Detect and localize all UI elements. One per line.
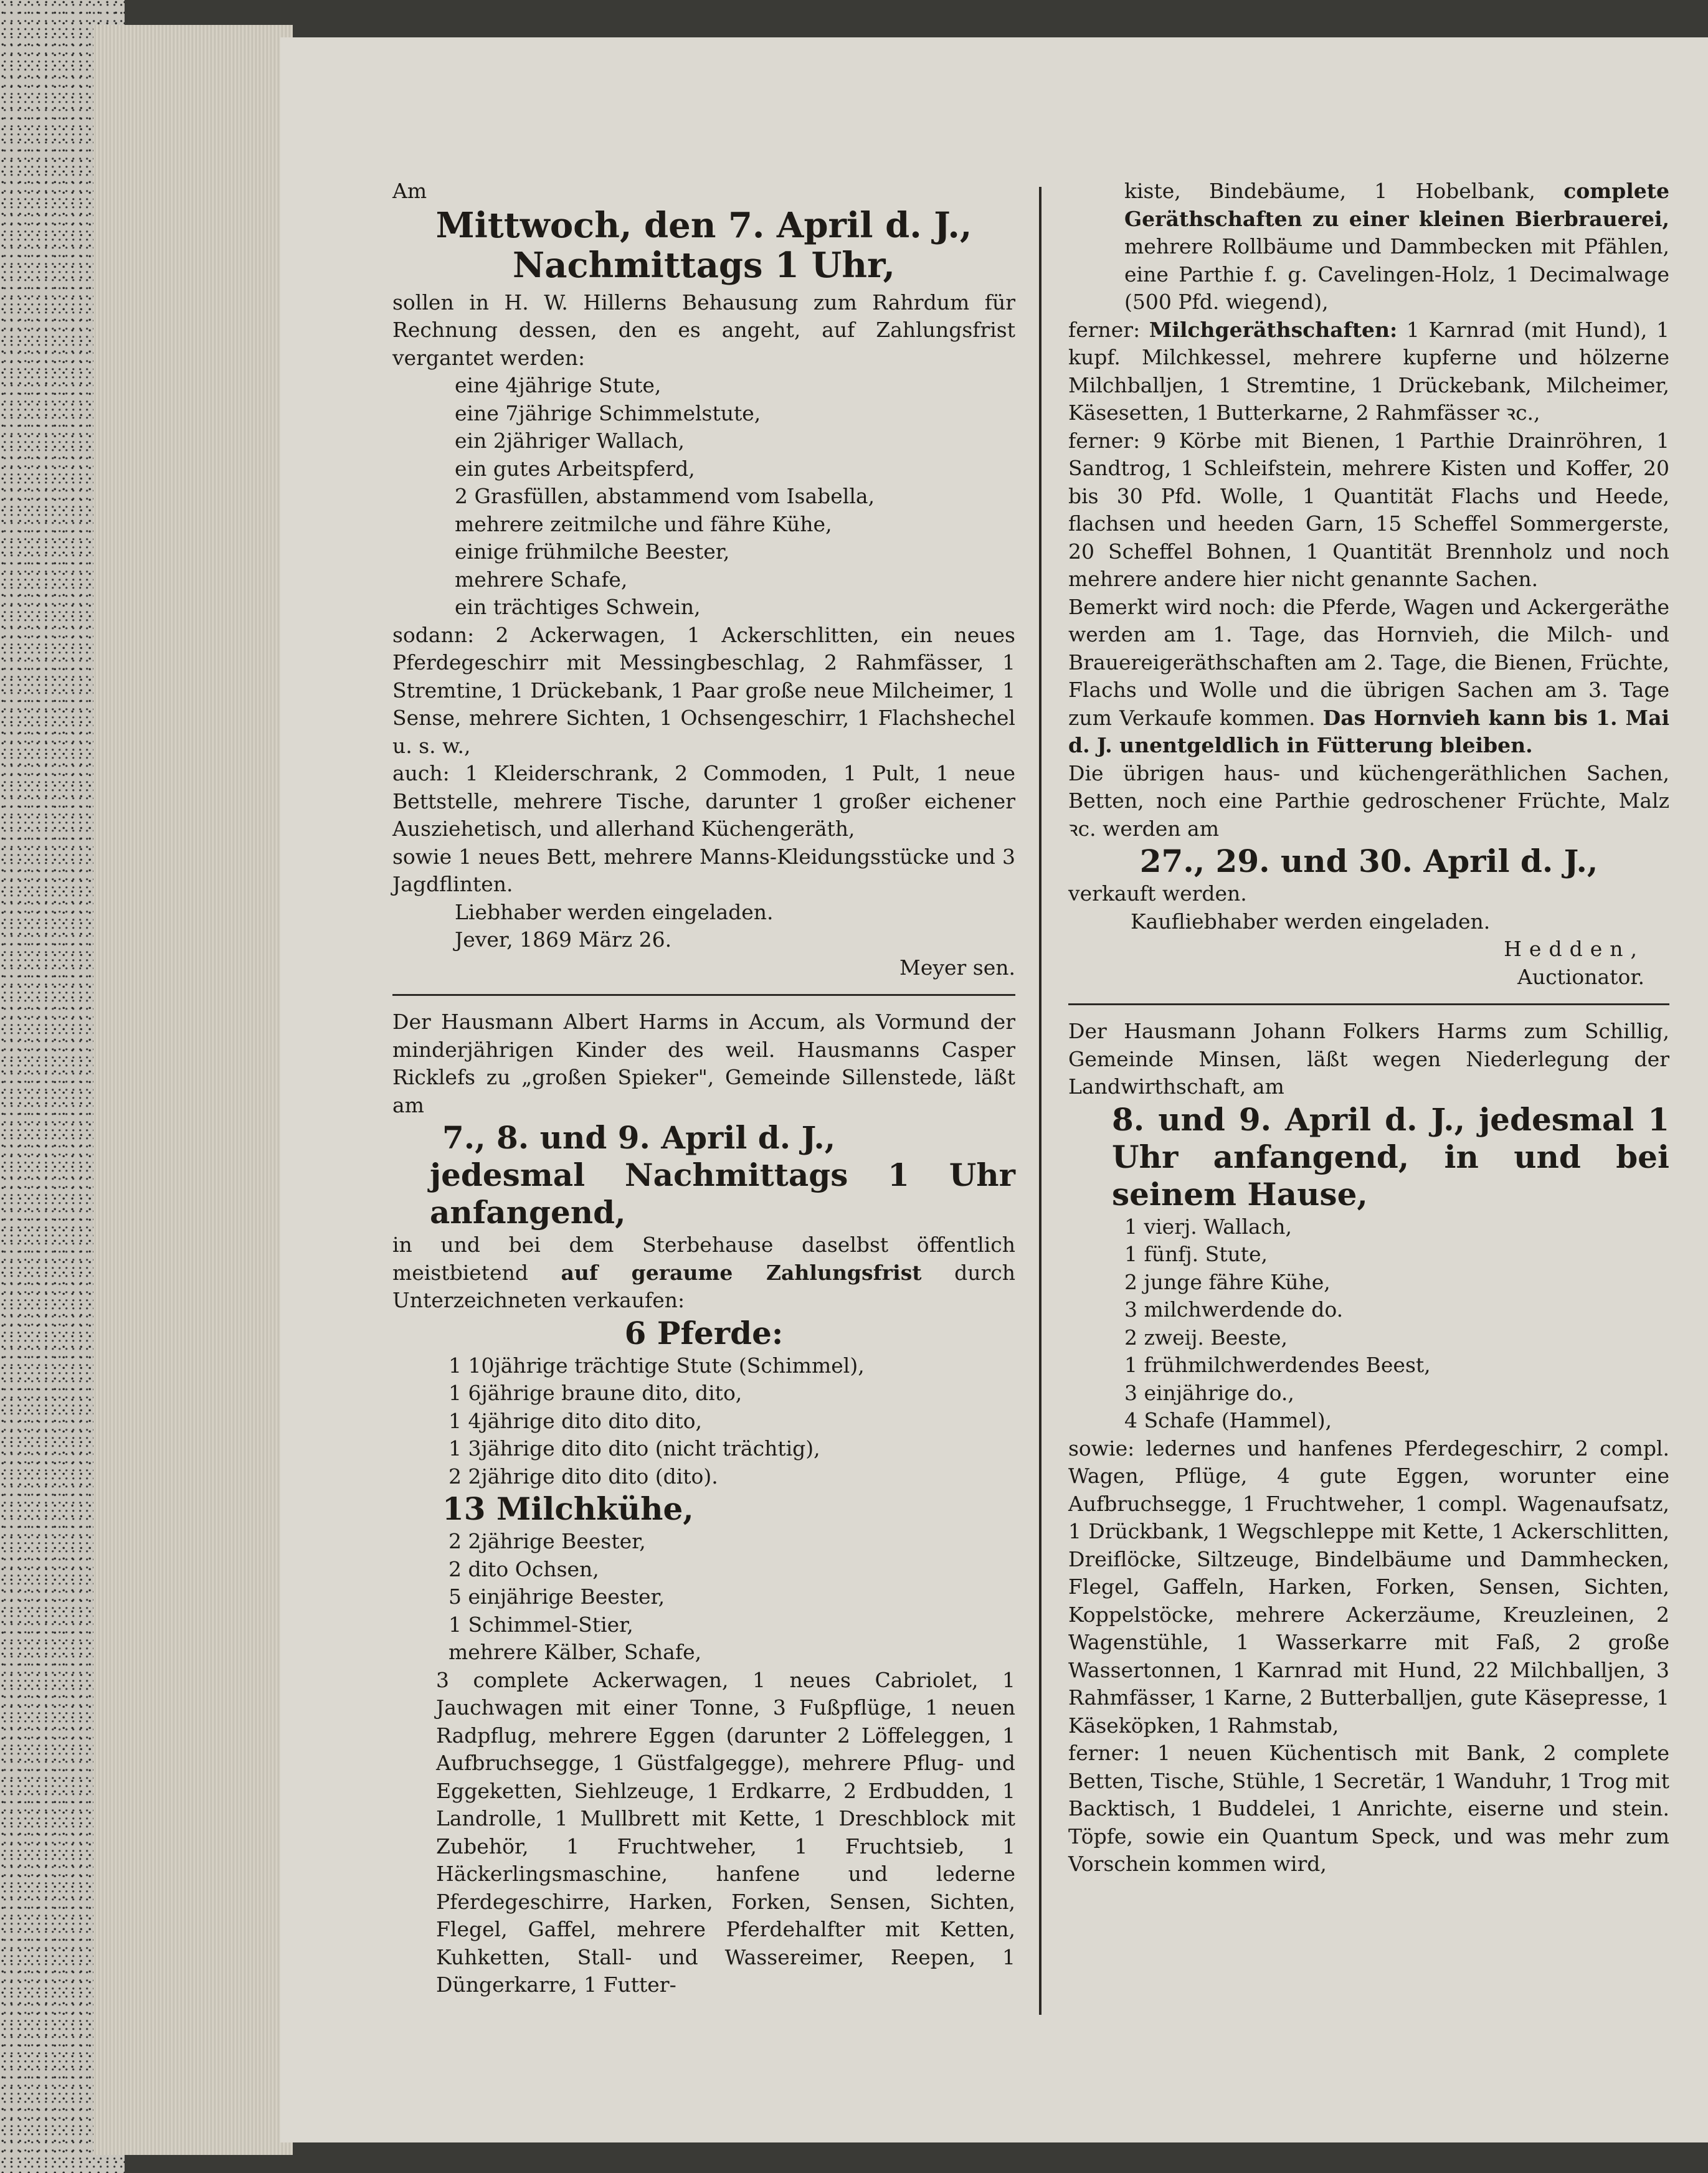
ad1-place-date: Jever, 1869 März 26. bbox=[455, 927, 672, 952]
list-item: eine 7jährige Schimmelstute, bbox=[455, 400, 761, 425]
list-item: mehrere Schafe, bbox=[455, 567, 628, 592]
left-column bbox=[392, 178, 1015, 1999]
list-item: 1 6jährige braune dito, dito, bbox=[448, 1381, 743, 1405]
list-item: 2 2jährige Beester, bbox=[448, 1529, 646, 1553]
ad3-date: 8. und 9. April d. J., jedesmal 1 Uhr anfangend, in und bei seinem Hause, bbox=[1112, 1101, 1669, 1213]
ad3-sowie: sowie: ledernes und hanfenes Pferdegeschirr, 2 compl. Wagen, Pflüge, 4 gute Eggen, worunter eine Aufbruchsegge, 1 Fruchtweher, 1 compl. Wagenaufsatz, 1 Drückbank, 1 Wegschleppe mit Kette, 1 Ackerschlitten, Dreiflöcke, Siltzeuge, Bindelbäume und Dammhecken, Flegel, Gaffeln, Harken, Forken, Sensen, Sichten, Koppelstöcke, mehrere Ackerzäume, Kreuzleinen, 2 Wagenstühle, 1 Wasserkarre mit Faß, 2 große Wassertonnen, 1 Karnrad mit Hund, 22 Milchballjen, 3 Rahmfässer, 1 Karne, 2 Butterballjen, gute Käsepresse, 1 Käseköpken, 1 Rahmstab, bbox=[1068, 1436, 1669, 1738]
ad-separator bbox=[1068, 1003, 1669, 1005]
ad2-intro2-c: durch Unterzeichneten verkaufen: bbox=[392, 1260, 1015, 1312]
ad1-item-list bbox=[392, 372, 1015, 622]
list-item: 1 frühmilchwerdendes Beest, bbox=[1124, 1353, 1431, 1377]
ad2-date: 7., 8. und 9. April d. J., bbox=[442, 1119, 836, 1156]
list-item: 1 10jährige trächtige Stute (Schimmel), bbox=[448, 1353, 865, 1378]
ad2c-ferner1 bbox=[1068, 316, 1669, 427]
ad2c-date: 27., 29. und 30. April d. J., bbox=[1139, 843, 1598, 879]
ad2-heading-horses: 6 Pferde: bbox=[624, 1314, 784, 1352]
ad-harms-accum bbox=[392, 1008, 1015, 1999]
ad2c-invite: Kaufliebhaber werden eingeladen. bbox=[1131, 909, 1491, 934]
ad2-payment-terms: auf geraume Zahlungsfrist bbox=[561, 1260, 922, 1285]
ad2c-signature: Hedden, bbox=[1504, 937, 1644, 961]
ad2c-ferner1-c: 1 Karnrad (mit Hund), 1 kupf. Milchkessel, mehrere kupferne und hölzerne Milchballjen, 1 Stremtine, 1 Drückebank, Milcheimer, Käsesetten, 1 Butterkarne, 2 Rahmfässer ꝛc., bbox=[1068, 317, 1669, 425]
ad-harms-accum-continued bbox=[1068, 178, 1669, 991]
list-item: eine 4jährige Stute, bbox=[455, 373, 662, 397]
ad3-item-list bbox=[1068, 1213, 1669, 1435]
ad1-date: Mittwoch, den 7. April d. J., bbox=[435, 204, 972, 246]
list-item: mehrere Kälber, Schafe, bbox=[448, 1640, 702, 1664]
list-item: mehrere zeitmilche und fähre Kühe, bbox=[455, 511, 832, 536]
ad1-sodann: sodann: 2 Ackerwagen, 1 Ackerschlitten, ein neues Pferdegeschirr mit Messingbeschlag, 2 Rahmfässer, 1 Stremtine, 1 Drückebank, 1 Paar große neue Milcheimer, 1 Sense, mehrere Sichten, 1 Ochsengeschirr, 1 Flachshechel u. s. w., bbox=[392, 622, 1015, 758]
ad3-intro: Der Hausmann Johann Folkers Harms zum Schillig, Gemeinde Minsen, läßt wegen Niederlegung der Landwirthschaft, am bbox=[1068, 1019, 1669, 1099]
list-item: ein trächtiges Schwein, bbox=[455, 595, 701, 619]
ad2-intro2 bbox=[392, 1231, 1015, 1315]
ad2c-note-bold: Das Hornvieh kann bis 1. Mai d. J. unentgeldlich in Fütterung bleiben. bbox=[1068, 705, 1669, 757]
ad1-intro: sollen in H. W. Hillerns Behausung zum Rahrdum für Rechnung dessen, den es angeht, auf Zahlungsfrist vergantet werden: bbox=[392, 290, 1015, 370]
ad2c-note bbox=[1068, 594, 1669, 760]
list-item: 2 dito Ochsen, bbox=[448, 1556, 599, 1581]
ad2c-note-text: Bemerkt wird noch: die Pferde, Wagen und Ackergeräthe werden am 1. Tage, das Hornvieh, die Milch- und Brauereigeräthschaften am 2. Tage, die Bienen, Früchte, Flachs und Wolle und die übrigen Sachen am 3. Tage zum Verkaufe kommen. bbox=[1068, 594, 1669, 730]
ad2c-ferner2: ferner: 9 Körbe mit Bienen, 1 Parthie Drainröhren, 1 Sandtrog, 1 Schleifstein, mehrere Kisten und Koffer, 20 bis 30 Pfd. Wolle, 1 Quantität Flachs und Heede, flachsen und heeden Garn, 15 Scheffel Sommergerste, 20 Scheffel Bohnen, 1 Quantität Brennholz und noch mehrere andere hier nicht genannte Sachen. bbox=[1068, 428, 1669, 591]
ad-hillern bbox=[392, 178, 1015, 982]
list-item: 1 fünfj. Stute, bbox=[1124, 1242, 1268, 1266]
right-column bbox=[1068, 178, 1669, 1878]
ad2c-dairy-heading: Milchgeräthschaften: bbox=[1149, 317, 1398, 342]
list-item: 1 3jährige dito dito (nicht trächtig), bbox=[448, 1436, 820, 1461]
list-item: 2 junge fähre Kühe, bbox=[1124, 1269, 1331, 1294]
column-divider bbox=[1039, 187, 1041, 2015]
ad2-intro: Der Hausmann Albert Harms in Accum, als Vormund der minderjährigen Kinder des weil. Hausmanns Casper Ricklefs zu „großen Spieker", Gemeinde Sillenstede, läßt am bbox=[392, 1010, 1015, 1117]
list-item: 3 milchwerdende do. bbox=[1124, 1297, 1344, 1322]
list-item: ein gutes Arbeitspferd, bbox=[455, 456, 695, 481]
ad2c-rest: Die übrigen haus- und küchengeräthlichen Sachen, Betten, noch eine Parthie gedroschener Früchte, Malz ꝛc. werden am bbox=[1068, 760, 1669, 841]
ad1-invite: Liebhaber werden eingeladen. bbox=[455, 899, 774, 924]
list-item: 3 einjährige do., bbox=[1124, 1380, 1294, 1405]
ad1-signature: Meyer sen. bbox=[899, 955, 1015, 980]
book-page-stack bbox=[93, 25, 293, 2155]
ad2c-brewery: complete Geräthschaften zu einer kleinen Bierbrauerei, bbox=[1124, 179, 1669, 231]
list-item: 5 einjährige Beester, bbox=[448, 1584, 665, 1609]
ad2c-role: Auctionator. bbox=[1517, 964, 1644, 989]
ad2-time: jedesmal Nachmittags 1 Uhr anfangend, bbox=[430, 1157, 1015, 1231]
list-item: 1 4jährige dito dito dito, bbox=[448, 1408, 703, 1433]
list-item: einige frühmilche Beester, bbox=[455, 539, 730, 564]
list-item: 2 2jährige dito dito (dito). bbox=[448, 1464, 718, 1489]
ad2-intro2-a: in und bei dem Sterbehause daselbst öffentlich meistbietend bbox=[392, 1233, 1015, 1285]
ad-separator bbox=[392, 994, 1015, 996]
ad1-auch: auch: 1 Kleiderschrank, 2 Commoden, 1 Pult, 1 neue Bettstelle, mehrere Tische, darunter 1 großer eichener Ausziehetisch, und allerhand Küchengeräth, bbox=[392, 761, 1015, 841]
ad2c-sold: verkauft werden. bbox=[1068, 881, 1247, 906]
ad2c-ferner1-a: ferner: bbox=[1068, 317, 1149, 342]
ad2c-p1 bbox=[1068, 178, 1669, 316]
ad2c-p1-a: kiste, Bindebäume, 1 Hobelbank, bbox=[1124, 179, 1564, 203]
list-item: 2 Grasfüllen, abstammend vom Isabella, bbox=[455, 484, 875, 508]
list-item: 1 vierj. Wallach, bbox=[1124, 1214, 1292, 1239]
list-item: 2 zweij. Beeste, bbox=[1124, 1325, 1288, 1350]
ad1-am: Am bbox=[392, 179, 427, 203]
ad2c-p1-c: mehrere Rollbäume und Dammbecken mit Pfählen, eine Parthie f. g. Cavelingen-Holz, 1 Decimalwage (500 Pfd. wiegend), bbox=[1124, 234, 1669, 314]
ad1-sowie: sowie 1 neues Bett, mehrere Manns-Kleidungsstücke und 3 Jagdflinten. bbox=[392, 844, 1015, 896]
ad2-misc: 3 complete Ackerwagen, 1 neues Cabriolet, 1 Jauchwagen mit einer Tonne, 3 Fußpflüge, 1 neuen Radpflug, mehrere Eggen (darunter 2 Löffeleggen, 1 Aufbruchsegge, 1 Güstfalgegge), mehrere Pflug- und Eggeketten, Siehlzeuge, 1 Erdkarre, 2 Erdbudden, 1 Landrolle, 1 Mullbrett mit Kette, 1 Dreschblock mit Zubehör, 1 Fruchtweher, 1 Fruchtsieb, 1 Häckerlingsmaschine, hanfene und lederne Pferdegeschirre, Harken, Forken, Sensen, Sichten, Flegel, Gaffel, mehrere Pferdehalfter mit Ketten, Kuhketten, Stall- und Wassereimer, Reepen, 1 Düngerkarre, 1 Futter- bbox=[436, 1667, 1015, 1997]
ad2-heading-cows: 13 Milchkühe, bbox=[442, 1490, 694, 1527]
ad-harms-schillig bbox=[1068, 1018, 1669, 1878]
ad3-ferner: ferner: 1 neuen Küchentisch mit Bank, 2 complete Betten, Tische, Stühle, 1 Secretär, 1 Wanduhr, 1 Trog mit Backtisch, 1 Buddelei, 1 Anrichte, eiserne und stein. Töpfe, sowie ein Quantum Speck, und was mehr zum Vorschein kommen wird, bbox=[1068, 1741, 1669, 1876]
list-item: 4 Schafe (Hammel), bbox=[1124, 1408, 1332, 1432]
ad2-cattle-list bbox=[392, 1528, 1015, 1667]
ad1-time: Nachmittags 1 Uhr, bbox=[513, 244, 895, 286]
list-item: ein 2jähriger Wallach, bbox=[455, 428, 685, 453]
ad2-horse-list bbox=[392, 1352, 1015, 1491]
list-item: 1 Schimmel-Stier, bbox=[448, 1612, 633, 1637]
